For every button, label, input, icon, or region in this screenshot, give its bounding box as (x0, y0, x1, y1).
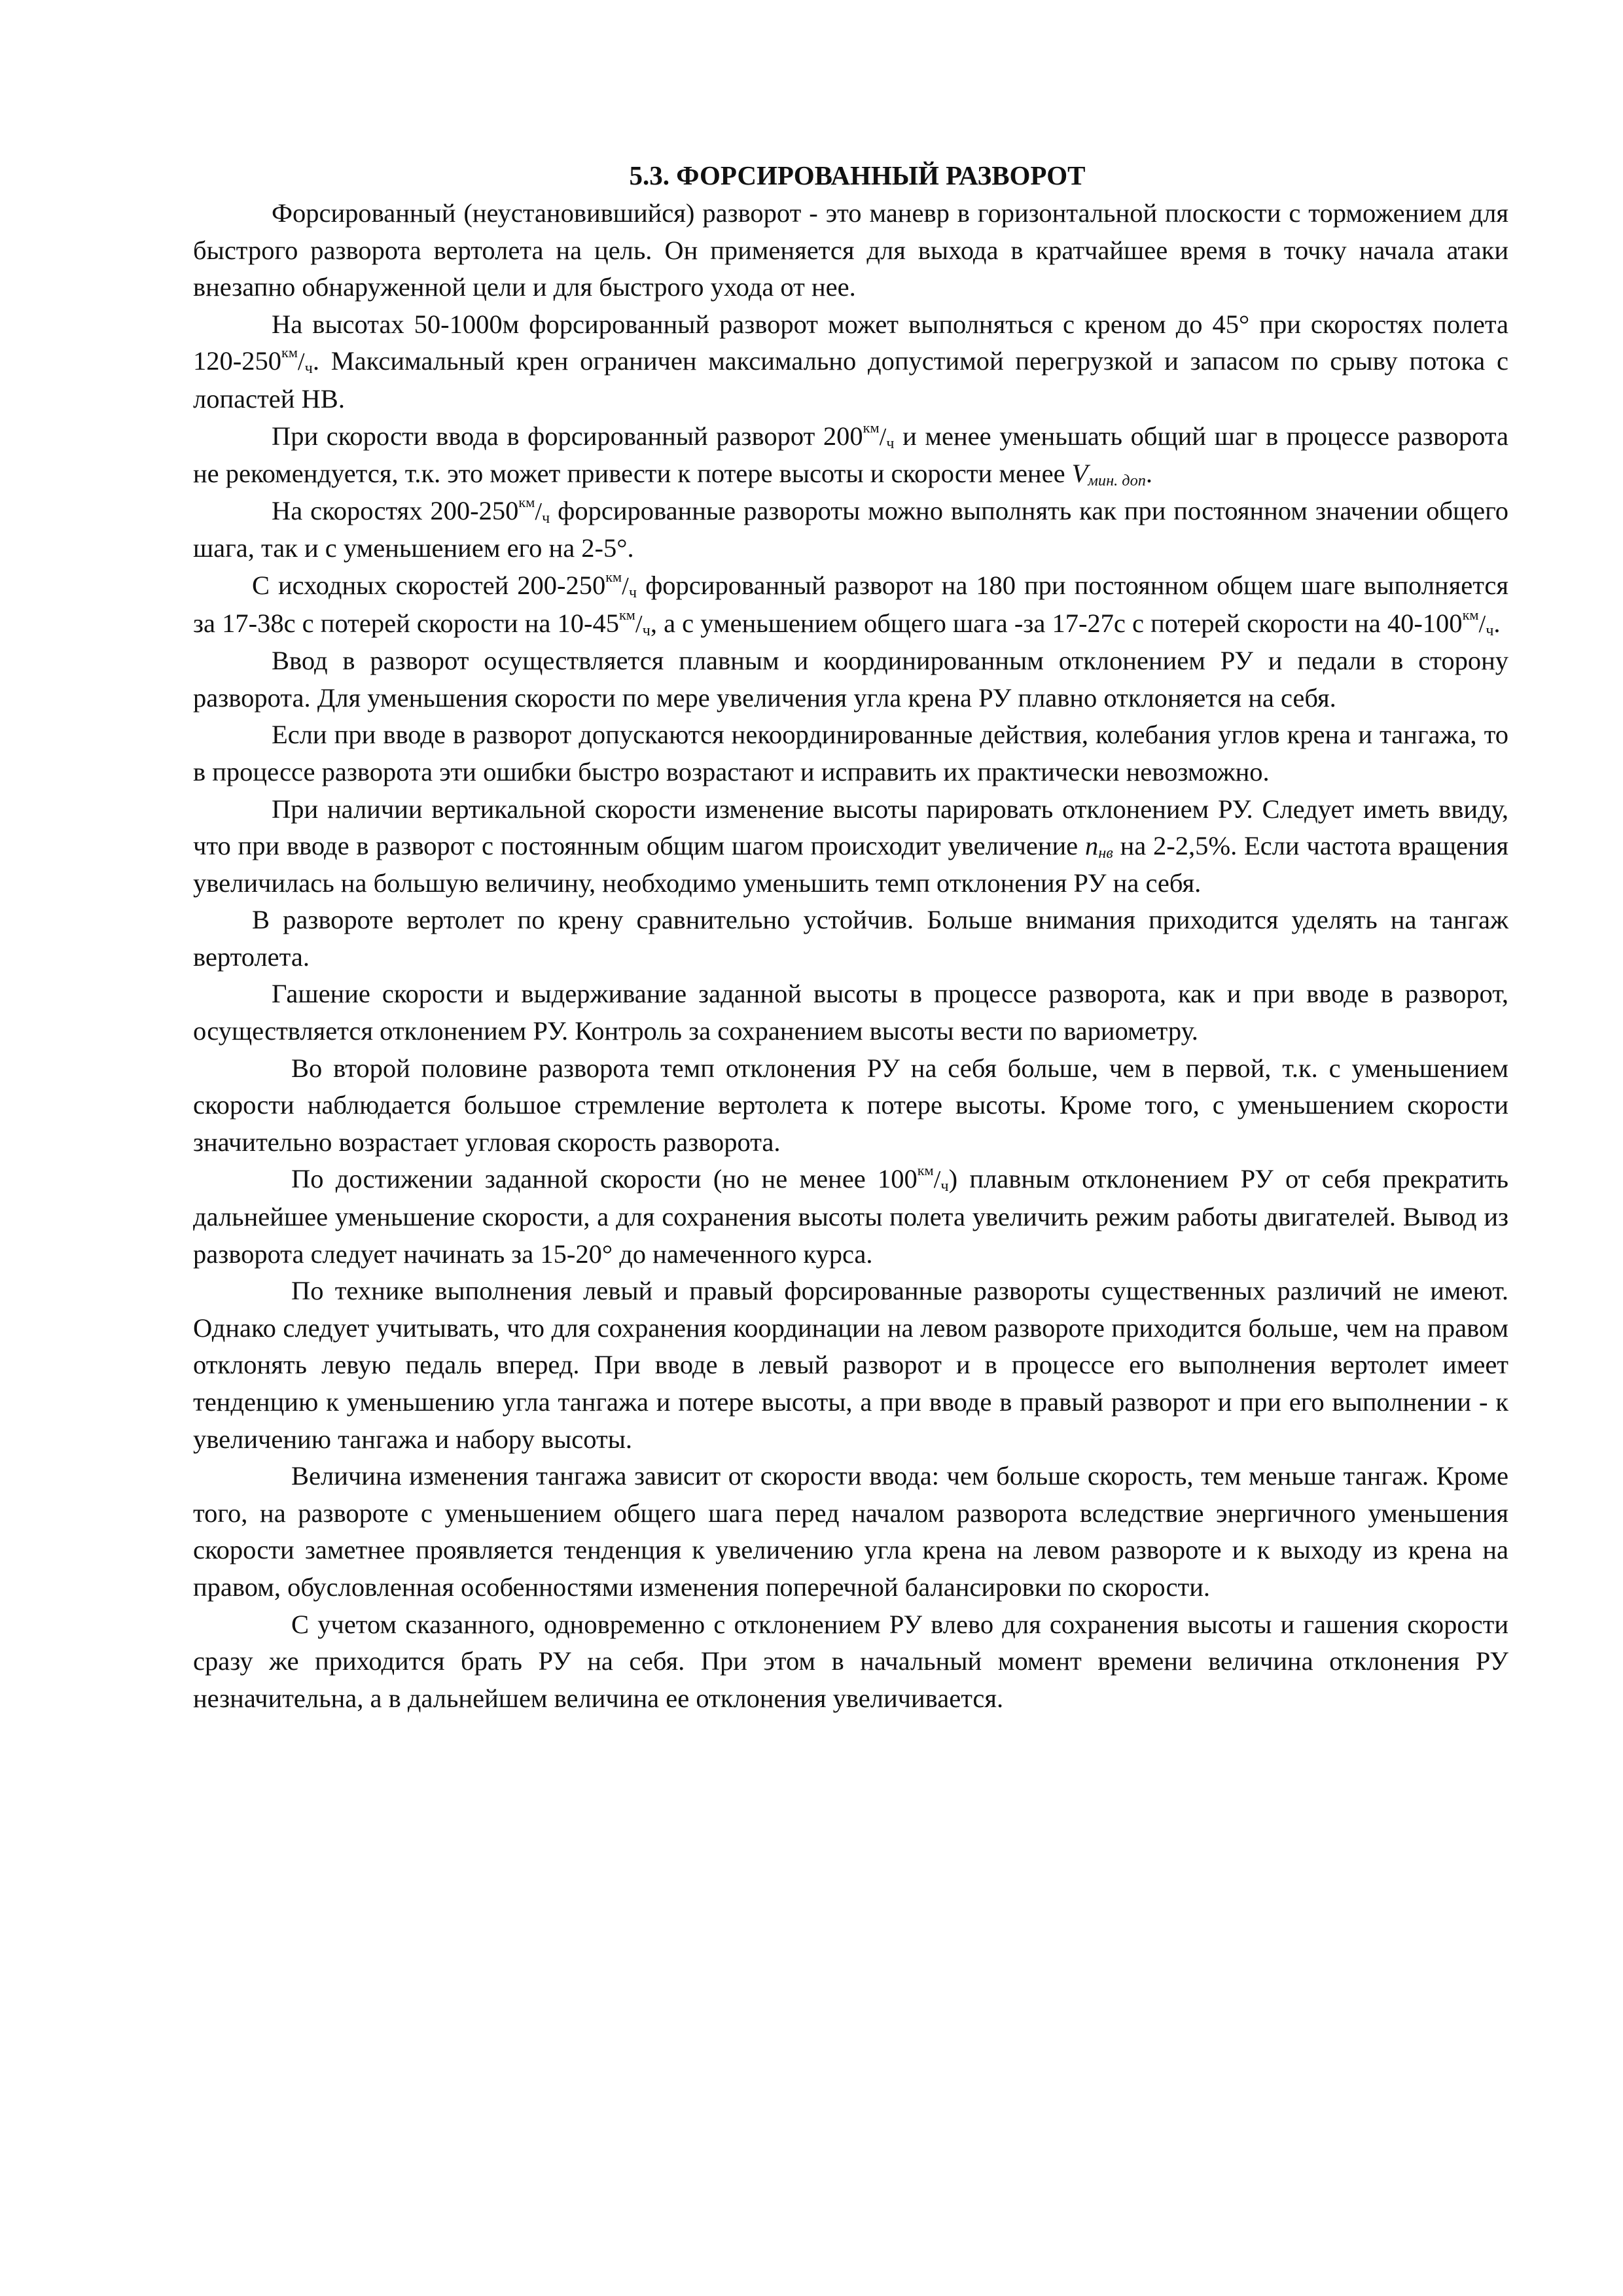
paragraph-conclusion: С учетом сказанного, одновременно с отклонением РУ влево для сохранения высоты и гашения скорости сразу же приходится брать РУ на себя. При этом в начальный момент времени величина отклонения РУ незначительна, а в дальнейшем величина ее отклонения увеличивается. (193, 1609, 1508, 1713)
unit-km: км (618, 606, 635, 623)
paragraph-initial-speeds: С исходных скоростей $200-250^{км}/_ч$ форсированный разворот на 180 при постоянном общем шаге выполняется за 17-38с с потерей скорости на $10-45^{км}/_ч$, а с уменьшением общего шага -за 17-27с с потерей скорости на $40-100^{км}/_ч$. (193, 569, 1508, 639)
paragraph-speeds-200-250: На скоростях $200-250^{км}/_ч$ форсированные развороты можно выполнять как при постоянном значении общего шага, так и с уменьшением его на 2-5°. (193, 493, 1508, 563)
unit-h: ч (642, 621, 651, 639)
v-min-subscript: мин. доп (1088, 472, 1146, 490)
unit-h: ч (304, 359, 313, 378)
section-title: 5.3. ФОРСИРОВАННЫЙ РАЗВОРОТ (629, 160, 1086, 190)
paragraph-entry: Ввод в разворот осуществляется плавным и координированным отклонением РУ и педали в сторону разворота. Для уменьшения скорости по мере увеличения угла крена РУ плавно отклоняется на себя. (193, 646, 1508, 713)
paragraph-left-right: По технике выполнения левый и правый форсированные развороты существенных различий не имеют. Однако следует учитывать, что для сохранения координации на левом развороте приходится больше, чем на правом отклонять левую педаль вперед. При вводе в левый разворот и в процессе его выполнения вертолет имеет тенденцию к уменьшению угла тангажа и потере высоты, а при вводе в правый разворот и при его выполнении - к увеличению тангажа и набору высоты. (193, 1276, 1508, 1454)
paragraph-vertical-speed: При наличии вертикальной скорости изменение высоты парировать отклонением РУ. Следует иметь ввиду, что при вводе в разворот с постоянным общим шагом происходит увеличение $n_{нв}$ на 2-2,5%. Если частота вращения увеличилась на большую величину, необходимо уменьшить темп отклонения РУ на себя. (193, 794, 1508, 898)
paragraph-uncoordinated: Если при вводе в разворот допускаются некоординированные действия, колебания углов крена и тангажа, то в процессе разворота эти ошибки быстро возрастают и исправить их практически невозможно. (193, 720, 1508, 786)
unit-km: км (605, 569, 622, 586)
unit-h: ч (628, 583, 637, 601)
unit-km: км (917, 1162, 934, 1179)
paragraph-definition: Форсированный (неустановившийся) разворот - это маневр в горизонтальной плоскости с торможением для быстрого разворота вертолета на цель. Он применяется для выхода в кратчайшее время в точку начала атаки внезапно обнаруженной цели и для быстрого ухода от нее. (193, 198, 1508, 302)
unit-h: ч (542, 508, 550, 527)
unit-h: ч (940, 1177, 949, 1195)
paragraph-entry-speed: При скорости ввода в форсированный разворот $200^{км}/_ч$ и менее уменьшать общий шаг в процессе разворота не рекомендуется, т.к. это может привести к потере высоты и скорости менее $V_{мин. доп}$. (193, 419, 1508, 490)
unit-km: км (863, 419, 880, 436)
unit-h: ч (1486, 621, 1494, 639)
paragraph-roll-stability: В развороте вертолет по крену сравнительно устойчив. Больше внимания приходится уделять на тангаж вертолета. (193, 905, 1508, 972)
paragraph-altitudes: На высотах 50-1000м форсированный разворот может выполняться с креном до 45° при скоростях полета $120-250^{км}/_ч$. Максимальный крен ограничен максимально допустимой перегрузкой и запасом по срыву потока с лопастей НВ. (193, 309, 1508, 414)
paragraph-second-half: Во второй половине разворота темп отклонения РУ на себя больше, чем в первой, т.к. с уменьшением скорости наблюдается большое стремление вертолета к потере высоты. Кроме того, с уменьшением скорости значительно возрастает угловая скорость разворота. (193, 1053, 1508, 1157)
paragraph-target-speed: По достижении заданной скорости (но не менее $100^{км}/_ч$) плавным отклонением РУ от себя прекратить дальнейшее уменьшение скорости, а для сохранения высоты полета увеличить режим работы двигателей. Вывод из разворота следует начинать за 15-20° до намеченного курса. (193, 1162, 1508, 1269)
page (193, 157, 1508, 1717)
n-subscript: нв (1098, 843, 1113, 862)
unit-km: км (1462, 606, 1479, 623)
unit-km: км (281, 344, 298, 361)
v-min-symbol: V (1071, 459, 1088, 489)
unit-h: ч (886, 434, 895, 452)
n-symbol: n (1084, 831, 1099, 861)
unit-km: км (518, 493, 535, 510)
paragraph-speed-damping: Гашение скорости и выдерживание заданной высоты в процессе разворота, как и при вводе в разворот, осуществляется отклонением РУ. Контроль за сохранением высоты вести по вариометру. (193, 979, 1508, 1046)
paragraph-pitch-change: Величина изменения тангажа зависит от скорости ввода: чем больше скорость, тем меньше тангаж. Кроме того, на развороте с уменьшением общего шага перед началом разворота вследствие энергичного уменьшения скорости заметнее проявляется тенденция к увеличению угла крена на левом развороте и к выходу из крена на правом, обусловленная особенностями изменения поперечной балансировки по скорости. (193, 1461, 1508, 1602)
